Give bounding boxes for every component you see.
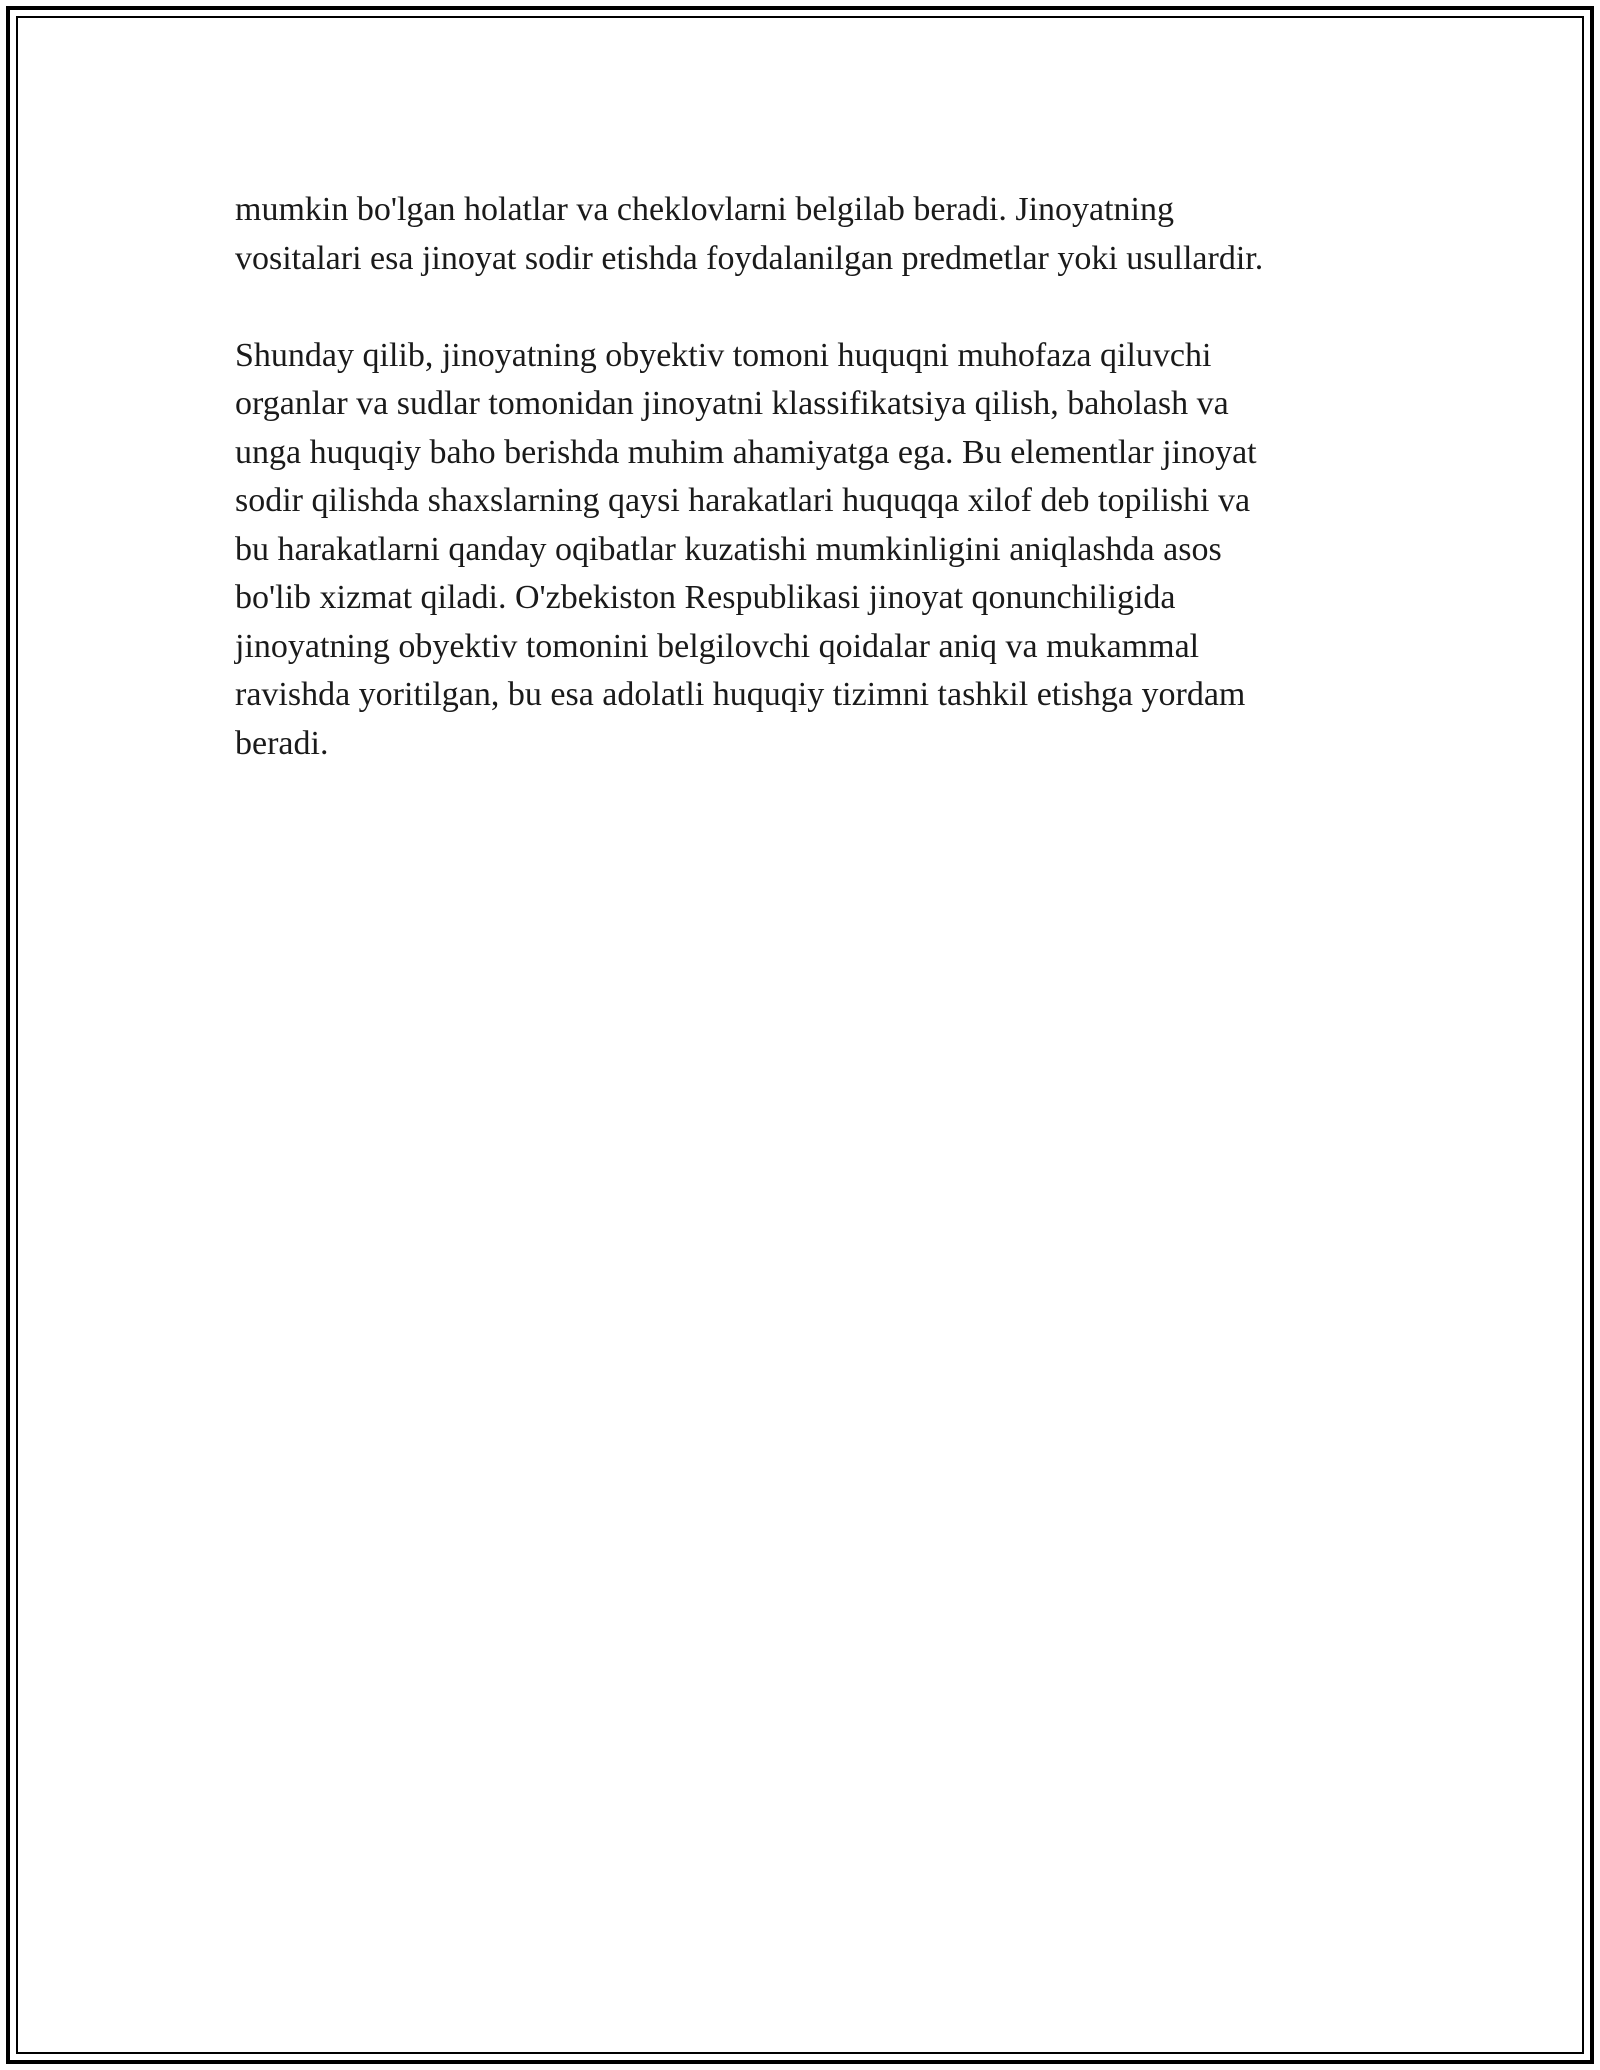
paragraph-2: [235, 332, 1385, 769]
text-line: ravishda yoritilgan, bu esa adolatli huquqiy tizimni tashkil etishga yordam: [235, 676, 1246, 713]
document-body: [235, 186, 1385, 817]
text-line: Shunday qilib, jinoyatning obyektiv tomoni huquqni muhofaza qiluvchi: [235, 336, 1212, 374]
text-line: beradi.: [235, 724, 329, 762]
text-line: vositalari esa jinoyat sodir etishda foydalanilgan predmetlar yoki usullardir.: [235, 239, 1264, 277]
paragraph-1: [235, 186, 1385, 283]
text-line: unga huquqiy baho berishda muhim ahamiyatga ega. Bu elementlar jinoyat: [235, 433, 1257, 471]
text-line: sodir qilishda shaxslarning qaysi harakatlari huquqqa xilof deb topilishi va: [235, 482, 1251, 519]
text-line: bu harakatlarni qanday oqibatlar kuzatishi mumkinligini aniqlashda asos: [235, 530, 1222, 568]
text-line: mumkin bo'lgan holatlar va cheklovlarni belgilab beradi. Jinoyatning: [235, 191, 1175, 228]
text-line: jinoyatning obyektiv tomonini belgilovchi qoidalar aniq va mukammal: [235, 627, 1200, 665]
text-line: bo'lib xizmat qiladi. O'zbekiston Respublikasi jinoyat qonunchiligida: [235, 579, 1176, 616]
text-line: organlar va sudlar tomonidan jinoyatni klassifikatsiya qilish, baholash va: [235, 385, 1229, 422]
